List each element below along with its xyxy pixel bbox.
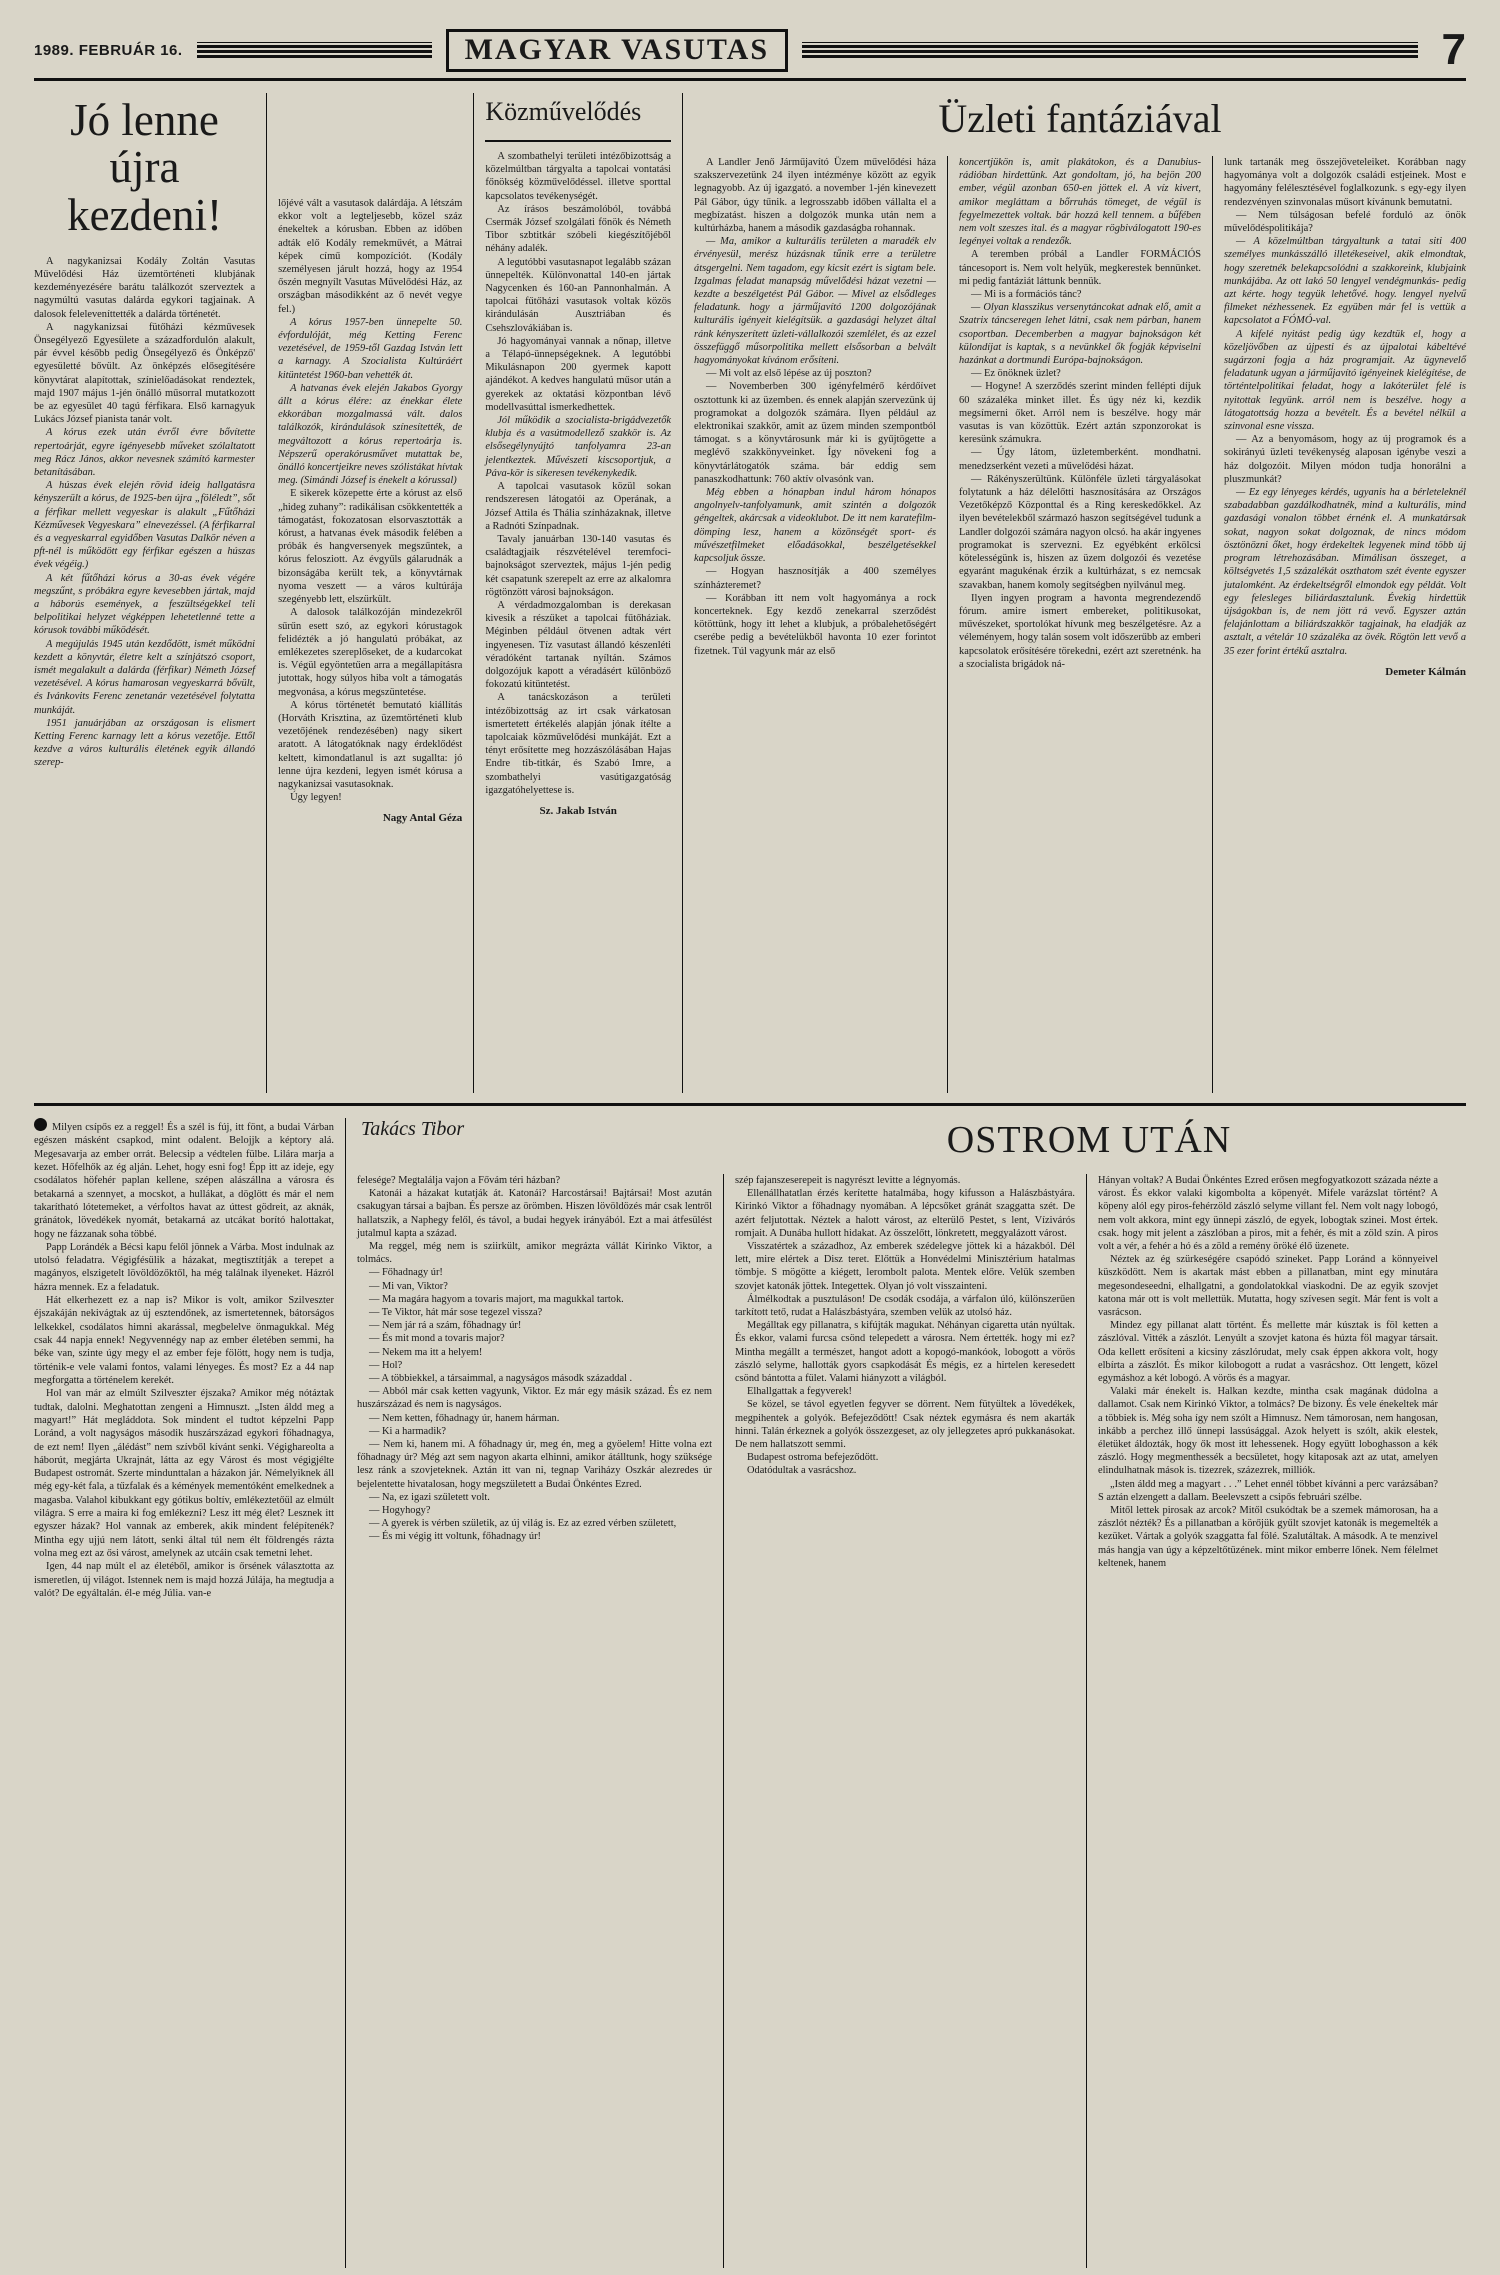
paragraph: Megálltak egy pillanatra, s kifújták magukat. Néhányan cigaretta után nyúltak. És ekkor, valami furcsa csönd telepedett a városra. Nem értették. hogy mi ez? Mintha megállt a természet, hangot adott a kopogó-mankóok, lobogott a vörös zászló selyme, hallották gyors csapkodását És mégis, ez a hirtelen keresedett csönd bántotta a fület. Valami hiányzott a világból. [735, 1320, 1075, 1385]
dialogue-line: — Nem ketten, főhadnagy úr, hanem hárman. [369, 1412, 560, 1424]
section-divider [34, 1103, 1466, 1106]
paragraph: — Ma, amikor a kulturális területen a maradék elv érvényesül, merész húzásnak tűnik erre a területre átsgergelni. Nem tagadom, egy kicsit ezért is sigtam bele. Izgalmas feladat manapság művelődési házat vezetni — kezdte a beszélgetést Pál Gábor. — Mivel az elsődleges feladatunk. hogy a járműjavító 1200 dolgozójának kulturális igényeit kielégítsük. a gazdasági helyzet által ránk kényszerített üzleti-vállalkozói szemlélet, és az ezzel összefüggő műsorpolitika mellett elsősorban a belvált hagyományokat kívánom erősíteni. [694, 236, 937, 367]
article-jo-lenne-continued [278, 93, 462, 1093]
paragraph: Ma reggel, még nem is sziirkült, amikor megrázta vállát Kirinko Viktor, a tolmács. [357, 1241, 712, 1266]
paragraph: „Isten áldd meg a magyart . . .” Lehet ennél többet kívánni a perc varázsában? S aztán elzengett a dallam. Beelevszett a csipős februári szélbe. [1098, 1478, 1438, 1503]
column-divider [1212, 156, 1213, 1093]
paragraph: Hát elkerhezett ez a nap is? Mikor is volt, amikor Szilveszter éjszakáján nekivágtak az új esztendőnek, az ismertetennek, bátorságos lelkekkel, csodálatos himni akarással, megbelelve önmagukkal. Még csak 44 napja ennek! Negyvennégy nap az ember életében semmi, ha béke van, szinte úgy megy el az ember feje fölött, hogy nem is tudja, történik-e vele valami fontos, valami lényeges. És most? Ez a 44 nap megforgatta a történelem kerekét. [34, 1295, 334, 1386]
paragraph: Valaki már énekelt is. Halkan kezdte, mintha csak magának dúdolna a dallamot. Csak nem Kirinkó Viktor, a tolmács? De bizony. És vele énekeltek már a többiek is. Még soha így nem szólt a Himnusz. Nem támorosan, nem hangosan, inkább a perchez illő ünnepi lassúsággal. Azok helyett is szólt, akik elestek, életüket áldozták, hogy ők most itt lehessenek. Hogy együtt loboghasson a kék zászló. Hogy megmenthessék a becsületet, hogy kitaposak azt az utat, amelyen elindulhatnak mások is. tizezrek, százezrek, milliók. [1098, 1386, 1438, 1477]
issue-date: 1989. FEBRUÁR 16. [34, 41, 183, 59]
paragraph: A nagykanizsai Kodály Zoltán Vasutas Művelődési Ház üzemtörténeti klubjának kezdeményezésére barátu találkozót szerveztek a nagymúltú vasutas dalárda egykori tagjainak. A dalosok feleleveníttették a dalárda történetét. [34, 255, 256, 320]
dialogue-line: — A többiekkel, a társaimmal, a nagyságos másodk századdal . [369, 1373, 633, 1385]
paragraph: Igen, 44 nap múlt el az életéből, amikor is őrsének választotta az ismeretlen, új világot. Istennek nem is majd hozzá Júlája, ha megtudja a valót? De egyáltalán. él-e még Júlia. van-e [34, 1561, 334, 1599]
paragraph: — Ez egy lényeges kérdés, ugyanis ha a bérleteleknél szabadabban gazdálkodhatnék, mind a kulturális, mind gazdasági vonalon többet érnénk el. A munkatársak sokat, nagyon sokat dolgoznak, de nincs módom ösztönözni őket, hogy érdekeltek legyenek mind több új program létrehozásában. Mimálisan összeget, a költségvetés 1,5 százalékát oszthatom szét évente egyszer jutalomként. Az érdekeltségről elmondok egy példát. Volt egy felesleges biliárdasztalunk. Évekig hirdettük újságokban is, de nem jött rá vevő. Egyszer aztán felajánlottam a biliárdszakkör tagjainak, ha eladják az asztalt, a vételár 10 százaléka az övék. Rögtön lett vevő a 35 ezer forint értékű asztalra. [1224, 487, 1467, 657]
column-divider [682, 93, 683, 1093]
column-divider [473, 93, 474, 1093]
paragraph: — Mi volt az első lépése az új poszton? [706, 368, 872, 380]
column-divider [947, 156, 948, 1093]
paragraph: — Hogyan hasznosítják a 400 személyes színházteremet? [694, 566, 937, 591]
article5-headline: OSTROM UTÁN [946, 1119, 1232, 1161]
article-ostrom-intro [34, 1118, 334, 2268]
headline-rule [485, 140, 671, 142]
article5-byline: Takács Tibor [361, 1118, 465, 1140]
dialogue-line: — Na, ez igazi született volt. [369, 1491, 490, 1503]
article-kozmuvelodes [485, 93, 671, 1093]
paragraph: Úgy legyen! [290, 792, 342, 804]
dialogue-line: — Nem jár rá a szám, főhadnagy úr! [369, 1320, 522, 1332]
paragraph: Odatódultak a vasrácshoz. [747, 1465, 857, 1477]
dialogue-line: — A gyerek is vérben születik, az új világ is. Ez az ezred vérben született, [369, 1518, 677, 1530]
paragraph: — Olyan klasszikus versenytáncokat adnak elő, amit a Szatrix táncseregen lehet látni, csak nem párban, hanem csoportban. Decemberben a magyar bajnokságon két külondíjat is kaptak, s a nevünkkel ők fogják képviselni hazánkat a dortmundi Európa-bajnokságon. [959, 302, 1202, 367]
column-divider [345, 1118, 346, 2268]
article-jo-lenne-ujra-kezdeni [34, 93, 255, 1093]
paragraph: Budapest ostroma befejeződött. [747, 1452, 879, 1464]
masthead-rule-right [802, 42, 1417, 58]
paragraph: A dalosok találkozóján mindezekről sűrűn esett szó, az egykori kórustagok felidézték a jó hangulatú próbákat, az emlékezetes szereplőseket, de a kudarcokat is. Végül egyöntetűen arra a megállapításra jutottak, hogy súlyos hiba volt a támogatás megvonása, a kórus megszüntetése. [278, 607, 463, 698]
page-number: 7 [1441, 25, 1466, 74]
article6-col [735, 1174, 1075, 2268]
paragraph: A kórus történetét bemutató kiállítás (Horváth Krisztina, az üzemtörténeti klub vezetőjének rendezésében) nagy sikert aratott. A látogatóknak nagy érdeklődést keltett, kimondatlanul is azt sugallta: jó lenne újra kezdeni, legyen ismét kórusa a nagykanizsai vasutasoknak. [278, 699, 463, 790]
paragraph: A teremben próbál a Landler FORMÁCIÓS táncesoport is. Nem volt helyük, megkerestek bennünket. mi pedig fantáziát láttunk bennük. [959, 249, 1202, 287]
column-divider [266, 93, 267, 1093]
paragraph: — Mi is a formációs tánc? [971, 289, 1082, 301]
paragraph: A kórus 1957-ben ünnepelte 50. évfordulóját, még Ketting Ferenc vezetésével, de 1959-től Gazdag István lett a karnagy. A Szocialista Kultúráért kitüntetést 1960-ban vehették át. [278, 316, 463, 381]
dialogue-line: — Hol? [369, 1359, 403, 1371]
newspaper-title: MAGYAR VASUTAS [464, 32, 770, 66]
paragraph: — Korábban itt nem volt hagyománya a rock koncerteknek. Egy kezdő zenekarral szerződést kötöttünk, hogy itt lehet a klubjuk, a próbalehetőségért cserébe pedig a bevételükből havonta 10 ezer forintot fizetnek. Túl vagyunk már az első [694, 592, 937, 657]
article3-col3 [1224, 156, 1466, 1093]
paragraph: A tapolcai vasutasok közül sokan rendszeresen látogatói az Operának, a József Attila és Thália színházaknak, illetve a Radnóti Színpadnak. [485, 481, 672, 532]
article3-headline: Üzleti fantáziával [938, 96, 1222, 141]
article-ostrom-utan [357, 1118, 1466, 2268]
article-uzleti-fantaziaval [694, 93, 1466, 1093]
paragraph: Még ebben a hónapban indul három hónapos angolnyelv-tanfolyamunk, amit szintén a dolgozók géngeltek, akárcsak a videoklubot. De itt nem karatefilm-dömping lesz, hanem a közönségét sport- és művészetfilmeket előadásokkal, beszélgetésekkel kapcsoljuk össze. [694, 487, 937, 565]
dialogue-line: — Hogyhogy? [369, 1505, 431, 1517]
paragraph: Mindez egy pillanat alatt történt. És mellette már kúsztak is föl ketten a zászlóval. Vitték a zászlót. Lenyúlt a szovjet katona és húzta föl magyar társait. Oda kellett erősíteni a kicsiny zászlórudat, mely csak éppen akkora volt, hogy elbírta a zászlót. És mikor kilobogott a rudat a vasrácshoz. Ott lengett, közel egymáshoz a két lobogó. A vörös és a magyar. [1098, 1320, 1438, 1385]
paragraph: A szombathelyi területi intézőbizottság a közelmúltban tárgyalta a tapolcai vontatási főnökség közművelődéssel. illetve sporttal kapcsolatos tevékenységét. [485, 151, 672, 202]
top-section [34, 93, 1466, 1093]
dialogue-line: — Ki a harmadik? [369, 1425, 447, 1437]
masthead-rule-left [197, 42, 432, 58]
paragraph: — És mi végig itt voltunk, főhadnagy úr! [369, 1531, 541, 1543]
dialogue-line: — Nem ki, hanem mi. A főhadnagy úr, meg én, meg a gyöelem! Hitte volna ezt főhadnagy úr? Még azt sem nagyon akarta elhinni, amikor átálltunk, hogy szüksége lesz ránk a szovjeteknek. Aztán itt van ni, tegnap Variházy Oszkár alezredes úr bejelentette hivatalosan, hogy megszületett a Budai Önkéntes Ezred. [357, 1439, 712, 1490]
paragraph: Katonái a házakat kutatják át. Katonái? Harcostársai! Bajtársai! Most azután csakugyan társai a bajban. És persze az örömben. Hiszen lövöldözés már csak lentről hallatszik, a Naphegy felől, és távol, a budai hegyek irányából. Ezt a mai átfesülést jutalmul kapta a század. [357, 1188, 712, 1239]
column-divider [1086, 1174, 1087, 2268]
article2-headline: Közművelődés [485, 97, 642, 126]
paragraph: Papp Lorándék a Bécsi kapu felől jönnek a Várba. Most indulnak az utolsó feladatra. Végigfésülik a házakat, megtisztítják a terepet a magányos, elszigetelt lövöldözőktől, ha még találnak ilyeneket. Házról házra mennek. Ez a feladatuk. [34, 1241, 334, 1293]
paragraph: Az írásos beszámolóból, továbbá Csermák József szolgálati főnök és Németh Tibor szbtitkár szóbeli kiegészítőjéből néhány adalék. [485, 203, 672, 255]
paragraph: A tanácskozáson a területi intézőbizottság az irt csak várkatosan ismertetett értékelés alapján jónak ítélte a tapolcaiak közművelődési munkáját. Ezt a tényt erősítette meg hozzászólásában Hajas Endre tib-titkár, és Szabó Imre, a szombathelyi vasútigazgatóság igazgatóhelyettese is. [485, 692, 672, 796]
column-divider [723, 1174, 724, 2268]
paragraph: lunk tartanák meg összejöveteleiket. Korábban nagy hagyománya volt a dolgozók családi estjeinek. Most e hagyomány felélesztésével foglalkozunk. s egy-egy ilyen rendezvényen szinvonalas műsort kívánunk bemutatni. [1224, 157, 1467, 208]
paragraph: Se közel, se távol egyetlen fegyver se dörrent. Nem fütyültek a lövedékek, megpihentek a golyók. Befejeződött! Csak néztek egymásra és nem akarták hinni. Talán érkeznek a golyók összezgeset, az oly jellegzetes apró pukkanásokat. De nem hallatszott semmi. [735, 1399, 1075, 1451]
paragraph: — Rákényszerültünk. Különféle üzleti tárgyalásokat folytatunk a ház délelőtti hasznosítására az Országos Vezetőképző Központtal és a Ring kereskedőkkel. Az ilyen bevételekből származó haszon segítségével tudunk a Landler dolgozói számára nagyon olcsó. ha akár ingyenes programokat is szervezni. Ez egyébként erkölcsi kötelességünk is, hiszen az üzem dolgozói és vezetése egyaránt magukénak érzik a kultúrházat, s ez nemcsak szavakban, hanem komoly segítségben nyilvánul meg. [959, 473, 1202, 591]
paragraph: — Az a benyomásom, hogy az új programok és a sokirányú üzleti tevékenység alaposan igénybe veszi a ház dolgozóit. Milyen módon tudja honorálni a pluszmunkát? [1224, 434, 1467, 485]
paragraph: — Hogyne! A szerződés szerint minden fellépti díjuk 60 százaléka minket illet. És úgy néz ki, kezdik megsímerni őket. Arról nem is beszélve. hogy már vasutas is van közöttük. Ezért aztán szponzorokat is keresünk számukra. [959, 381, 1202, 446]
article3-signature: Demeter Kálmán [1385, 665, 1467, 678]
dialogue-line: — Ma magára hagyom a tovaris majort, ma magukkal tartok. [369, 1293, 624, 1305]
dialogue-line: — Mi van, Viktor? [369, 1280, 448, 1292]
paragraph: Tavaly januárban 130-140 vasutas és családtagjaik részvételével teremfoci-bajnokságot szerveztek, május 1-jén pedig két csapatunk szerepelt az erre az alkalomra rögtönzött városi bajnokságon. [485, 533, 672, 598]
paragraph: 1951 januárjában az országosan is elismert Ketting Ferenc karnagy lett a kórus vezetője. Ettől kezdve a város kulturális életének egyik állandó szerep- [34, 717, 256, 769]
paragraph: E sikerek közepette érte a kórust az első „hideg zuhany”: radikálisan csökkentették a támogatást, fokozatosan elsorvasztották a kórust, a hatvanas évek második felében a próbák és hangversenyek megszűntek, a kórus felosziott. Az évgyűls gálarudnák a bizonságába került tek, a könyvtárnak nyoma veszett — a város kultúrája szegényebb lett, elszürkült. [278, 488, 463, 606]
article1-headline: Jó lenne újra kezdeni! [67, 95, 222, 240]
paragraph: A kifelé nyitást pedig úgy kezdtük el, hogy a közeljövőben az újpesti és az újpalotai kábeltévé sugárzoni fogja a ház programjait. Az ügynevelő feladatunk ugyan a járműjavító igényeinek kielégítése, de történtelpolitikai feladat, hogy a lakóterület felé is nyitottak legyünk. arról nem is beszélve. hogy a látogatottság hozza a bevételt. És a bevétel nélkül a szinvonal esne vissza. [1224, 328, 1467, 433]
paragraph: Álmélkodtak a pusztuláson! De csodák csodája, a várfalon úló, különszerűen tarkított tető, rudat a Halászbástyára, szemben velük az utolsó ház. [735, 1293, 1075, 1319]
article3-col1 [694, 156, 936, 1093]
article3-col2 [959, 156, 1201, 1093]
paragraph: koncertjükön is, amit plakátokon, és a Danubius-rádióban hirdettünk. Azt gondoltam, jó, ha bejön 200 ember, végül azonban 650-en jöttek el. A víz kivert, amikor megláttam a bőrruhás tömeget, de végül is fegyelmezettek voltak. bár hozzá kell tennem. a bűfében nem volt szeszes ital. és a magyar rögbiválogatott 190-es legényei voltak a rendezők. [959, 157, 1202, 248]
masthead-divider [34, 78, 1466, 81]
dialogue-line: — Abból már csak ketten vagyunk, Viktor. Ez már egy másik század. És ez nem huszárszázad és nem is nagyságos. [357, 1386, 712, 1411]
paragraph: lőjévé vált a vasutasok dalárdája. A létszám ekkor volt a legteljesebb, közel száz énekeltek a kórusban. Ebben az időben adták elő Kodály remekművét, a Mátrai képek című kompozíciót. (Kodály személyesen járult hozzá, hogy az 1954 őszén megnyílt Vasutas Művelődési Ház, az országban másodikként az ő nevét vegye fel.) [278, 198, 463, 315]
paragraph: Hol van már az elmúlt Szilveszter éjszaka? Amikor még nótáztak tudtak, dalolni. Meghatottan zengeni a Himnuszt. „Isten áldd meg a magyart!” Hát megláddota. Sok mindent el tudtot képzelni Papp Loránd, a volt nagyságos második huszárszázad egykori főhadnagya, de ezt nem! Ilyen „álédást” nem szívből kívánt senki. Végighareolta a háborút, megjárta Ukrajnát, látta az egy Várost és most végigjélte Budapest ostromát. Szerte mindunttalan a házakon jár. Némelyiknek áll még egy-két fala, a tűzfalak és a kémények mementóként emelkednek a magasba. Valahol kibukkant egy gótikus boltív, emlékeztetőül az elmúlt világra. S erre a maira ki fog emlékezni? Lesz itt még élet? Lesznek itt egyszer házak? Hol vannak az emberek, akik mindent felépítenék? Mintha egy ujjú nem látott, senki által túl nem élt földrengés rázta volna meg ezt az ősi várost, amelynek az utcáin csak temetni lehet. [34, 1388, 334, 1559]
paragraph: — Ez önöknek üzlet? [971, 368, 1061, 380]
paragraph: Néztek az ég szürkeségére csapódó szineket. Papp Loránd a könnyeivel küszködött. Nem is akartak mást ebben a pillanatban, mint egy minutára megesondeseedni, elhallgatni, a gondolatokkal viaskodni. De az egyik szovjet katona már ott is volt mellettük. Mutatta, hogy szívesen segít. Már fent is volt a vasrácson. [1098, 1254, 1438, 1319]
dialogue-line: — Főhadnagy úr! [369, 1267, 443, 1279]
paragraph: A kórus ezek után évről évre bővítette repertoárját, egyre igényesebb műveket szólaltatott meg Rácz János, akkor nevesnek számító karmester betanításában. [34, 427, 256, 478]
paragraph: A két fűtőházi kórus a 30-as évek végére megszűnt, s próbákra egyre kevesebben jártak, majd a háborús események, a feszültségekkel teli belpolitikai helyzet végképpen lehetetlenné tette a kórusok további működését. [34, 572, 256, 637]
paragraph: — Nem túlságosan befelé forduló az önök művelődéspolitikája? [1224, 209, 1467, 235]
paragraph: A nagykanizsai fütőházi kézművesek Önsegélyező Egyesülete a századfordulón alakult, pár évvel később pedig Önsegélyező és Önképző' egyesületté bővült. Az önképzés elősegítésére könyvtárat alapítottak, színielőadásokat rendeztek, majd 1907 május 1-jén önálló műsorral mutatkozott be az egyesület 40 tagú férfikara. Első karnagyuk Lukács József pianista tanár volt. [34, 321, 256, 426]
paragraph: A Landler Jenő Járműjavító Üzem művelődési háza szakszervezetünk 24 ilyen intézménye között az egyik legnagyobb. Az új igazgató. a november 1-jén kinevezett Pál Gábor, úgy tűnik. a legrosszabb időben vállalta el a megbízatást. hiszen a dolgozók munka után nem a kultúrházba, hanem a második gazdaságba rohannak. [694, 157, 937, 235]
paragraph: szép fajanszeserepeit is nagyrészt levitte a légnyomás. [735, 1175, 961, 1186]
paragraph: Mitől lettek pirosak az arcok? Mitől csukódtak be a szemek mámorosan, ha a zászlót nézték? És a pillanatban a körőjük gyűlt szovjet katonák is megemelték a kezüket. Vártak a golyók szaggatta fal fölé. Szalutáltak. A másodk. A te menzivel más hangja van úgy a képzeltőtüzének. mint mikor emberre lőnek. Nem félelmet keltenek, hanem [1098, 1505, 1438, 1569]
paragraph: — Úgy látom, üzletemberként. mondhatni. menedzserként vezeti a művelődési házat. [959, 447, 1202, 472]
article5-col1 [357, 1174, 712, 2268]
dialogue-line: — És mit mond a tovaris major? [369, 1333, 505, 1345]
paragraph: Jól működik a szocialista-brigádvezetők klubja és a vasútmodellező szakkör is. Az elsősegélynyújtó tanfolyamra 23-an jelentkeztek. Művészeti kiscsoportjuk, a Páva-kör is sikeresen tevékenykedik. [485, 415, 672, 479]
paragraph: Ellenállhatatlan érzés kerítette hatalmába, hogy kifusson a Halászbástyára. Kirinkó Viktor a főhadnagy nyomában. A lépcsőket gránát szaggatta szét. De azért feljutottak. Néztek a halott várost, az elterülő Pestet, s lent, Vízivárós romjait. A Dunába hullott hidakat. Az összelőtt, lönkretett, meggyalázott várost. [735, 1188, 1075, 1239]
paragraph: A megújulás 1945 után kezdődött, ismét működni kezdett a könyvtár, életre kelt a színjátszó csoport, ismét megalakult a dalárda (férfikar) Németh József vezetésével. A kórus hamarosan vegyeskarrá bővült, és Ivánkovits Ferenc zenetanár vezetésével folytatta munkáját. [34, 638, 256, 716]
dialogue-line: — Te Viktor, hát már sose tegezel vissza? [369, 1307, 543, 1319]
paragraph: — A közelmúltban tárgyaltunk a tatai siti 400 személyes munkásszálló illetékeseivel, akik elmondtak, hogy szeretnék belekapcsolódni a szakkoreink, klubjaink munkájába. Az ott lakó 50 lengyel vendégmunkás- pedig azt kérte. hogy tegyük lehetővé. hogy. lengyel nyelvű filmeket nézhessenek. Ez együben már fel is vettük a kapcsolatot a FÓMÓ-val. [1224, 236, 1467, 327]
paragraph: A hatvanas évek elején Jakabos Gyorgy állt a kórus élére: az énekkar élete ekkorában mozgalmassá vált. dalos találkozók, kirándulások színesítették, de megváltozott a kórus repertoárja is. Népszerű operakórusművet mutattak be, önálló koncertjeikre neves szólistákat hívtak meg. (Simándi József is énekelt a kórussal) [278, 382, 463, 487]
article1-signature: Nagy Antal Géza [382, 812, 463, 825]
article7-col [1098, 1174, 1438, 2268]
paragraph: — Novemberben 300 igényfelmérő kérdőívet osztottunk ki az üzemben. és ennek alapján szervezünk új programokat a dolgozók számára. Ilyen például az elektronikai szakkör, amit az üzem minden szempontból támogat. s a könyvtárosunk már ki is gyűjtögette a meglévő szakkönyveinket. Így növekeni fog a könyvtárlátogatók száma. bár eddig sem panaszkodhattunk: 760 aktív olvasónk van. [694, 381, 937, 485]
dialogue-line: — Nekem ma itt a helyem! [369, 1346, 483, 1358]
bottom-section [34, 1118, 1466, 2268]
paragraph: Elhallgattak a fegyverek! [747, 1386, 853, 1398]
paragraph: Jó hagyományai vannak a nőnap, illetve a Télapó-ünnepségeknek. A legutóbbi Mikulásnapon 200 gyermek kapott ajándékot. A kedves hangulatú műsor után a gyerekek az oktatási központban lévő modellvasúttal ismerkedhettek. [485, 335, 672, 413]
paragraph [34, 1118, 334, 1241]
bullet-icon [34, 1118, 47, 1131]
paragraph: A húszas évek elején rövid ideig hallgatásra kényszerült a kórus, de 1925-ben újra „föléledt”, sőt a férfikar mellett vegyeskar is alakult „Fűtőházi Kézművesek Vegyeskara” elnevezéssel. (A férfikarral és a vegyeskarral egyidőben Vasutas Dalkör néven a pft-nél is működött egy férfikar egészen a húszas évek végéig.) [34, 480, 256, 571]
paragraph-text: Milyen csípős ez a reggel! És a szél is fúj, itt fönt, a budai Várban egészen másként csapkod, mint odalent. Belojjk a képtory alá. Megesavarja az ember orrát. Belecsip a védtelen fülbe. Lilára marja a kezet. Hőfelhők az ég alján. Lehet, hogy esni fog! Épp itt az ideje, egy csodálatos höfehér paplan kellene, szépen alászállna a városra és betakarná a szennyet, a mocskot, a hullákat, a döglött és már el nem takarítható lótetemeket, a vérfoltos havat az úttest gödreit, az aknák, gránátok, lövedékek nyomát, betakarná az utcákat borító halottakat, hogy ne fázzanak soha többé. [34, 1122, 334, 1240]
paragraph: felesége? Megtalálja vajon a Fővám téri házban? [357, 1175, 561, 1186]
paragraph: Hányan voltak? A Budai Önkéntes Ezred erősen megfogyatkozott százada nézte a várost. És ekkor valaki kigombolta a köpenyét. Mifele varázslat történt? A köpeny alól egy piros-fehérzöld zászló selyme villant fel. Nem volt nagy lobogó, nem volt akkora, mint egy ünnepi zászló, de egyek, lobogtak szinei. Most értek. csak. hogy mit jelent a zászlóban a piros, mit a fehér, és mit a zöld szín. A piros volt a vér, a fehér a hó és a zöld a remény öröké élő üzenete. [1098, 1175, 1438, 1253]
paragraph: Visszatértek a századhoz, Az emberek szédelegve jöttek ki a házakból. Dél lett, mire elértek a Disz teret. Előttük a Honvédelmi Minisztérium hatalmas tömbje. S mögötte a kiégett, lerombolt palota. Mentek előre. Velük szemben szovjet katonák jöttek. Integettek. Olyan jó volt visszainteni. [735, 1241, 1075, 1292]
paragraph: A legutóbbi vasutasnapot legalább százan ünnepelték. Különvonattal 140-en jártak Nagycenken és 160-an Pannonhalmán. A tapolcai fűtőházi vasutasok voltak közös kirándulásán Ausztriában és Csehszlovákiában is. [485, 256, 672, 334]
article2-signature: Sz. Jakab István [539, 804, 617, 817]
paragraph: Ilyen ingyen program a havonta megrendezendő fórum. amire ismert embereket, politikusokat, művészeket, sportolókat hívunk meg beszélgetésre. Az a véleményem, hogy talán sosem volt időszerűbb az emberi kapcsolatok erősítésére törekedni, ezért azt szeretnénk. ha a szocialista brigádok ná- [959, 592, 1202, 670]
masthead [34, 25, 1466, 74]
paragraph: A vérdadmozgalomban is derekasan kivesik a részüket a tapolcai fűtőháziak. Méginben például ötvenen adtak vért ingyenesen. Tíz vasutast állandó készenléti véradóként tartanak nyíltán. Számos dolgozójuk kapott a véradásért különböző fokozatú kitüntetést. [485, 599, 672, 691]
newspaper-logo [446, 29, 788, 72]
